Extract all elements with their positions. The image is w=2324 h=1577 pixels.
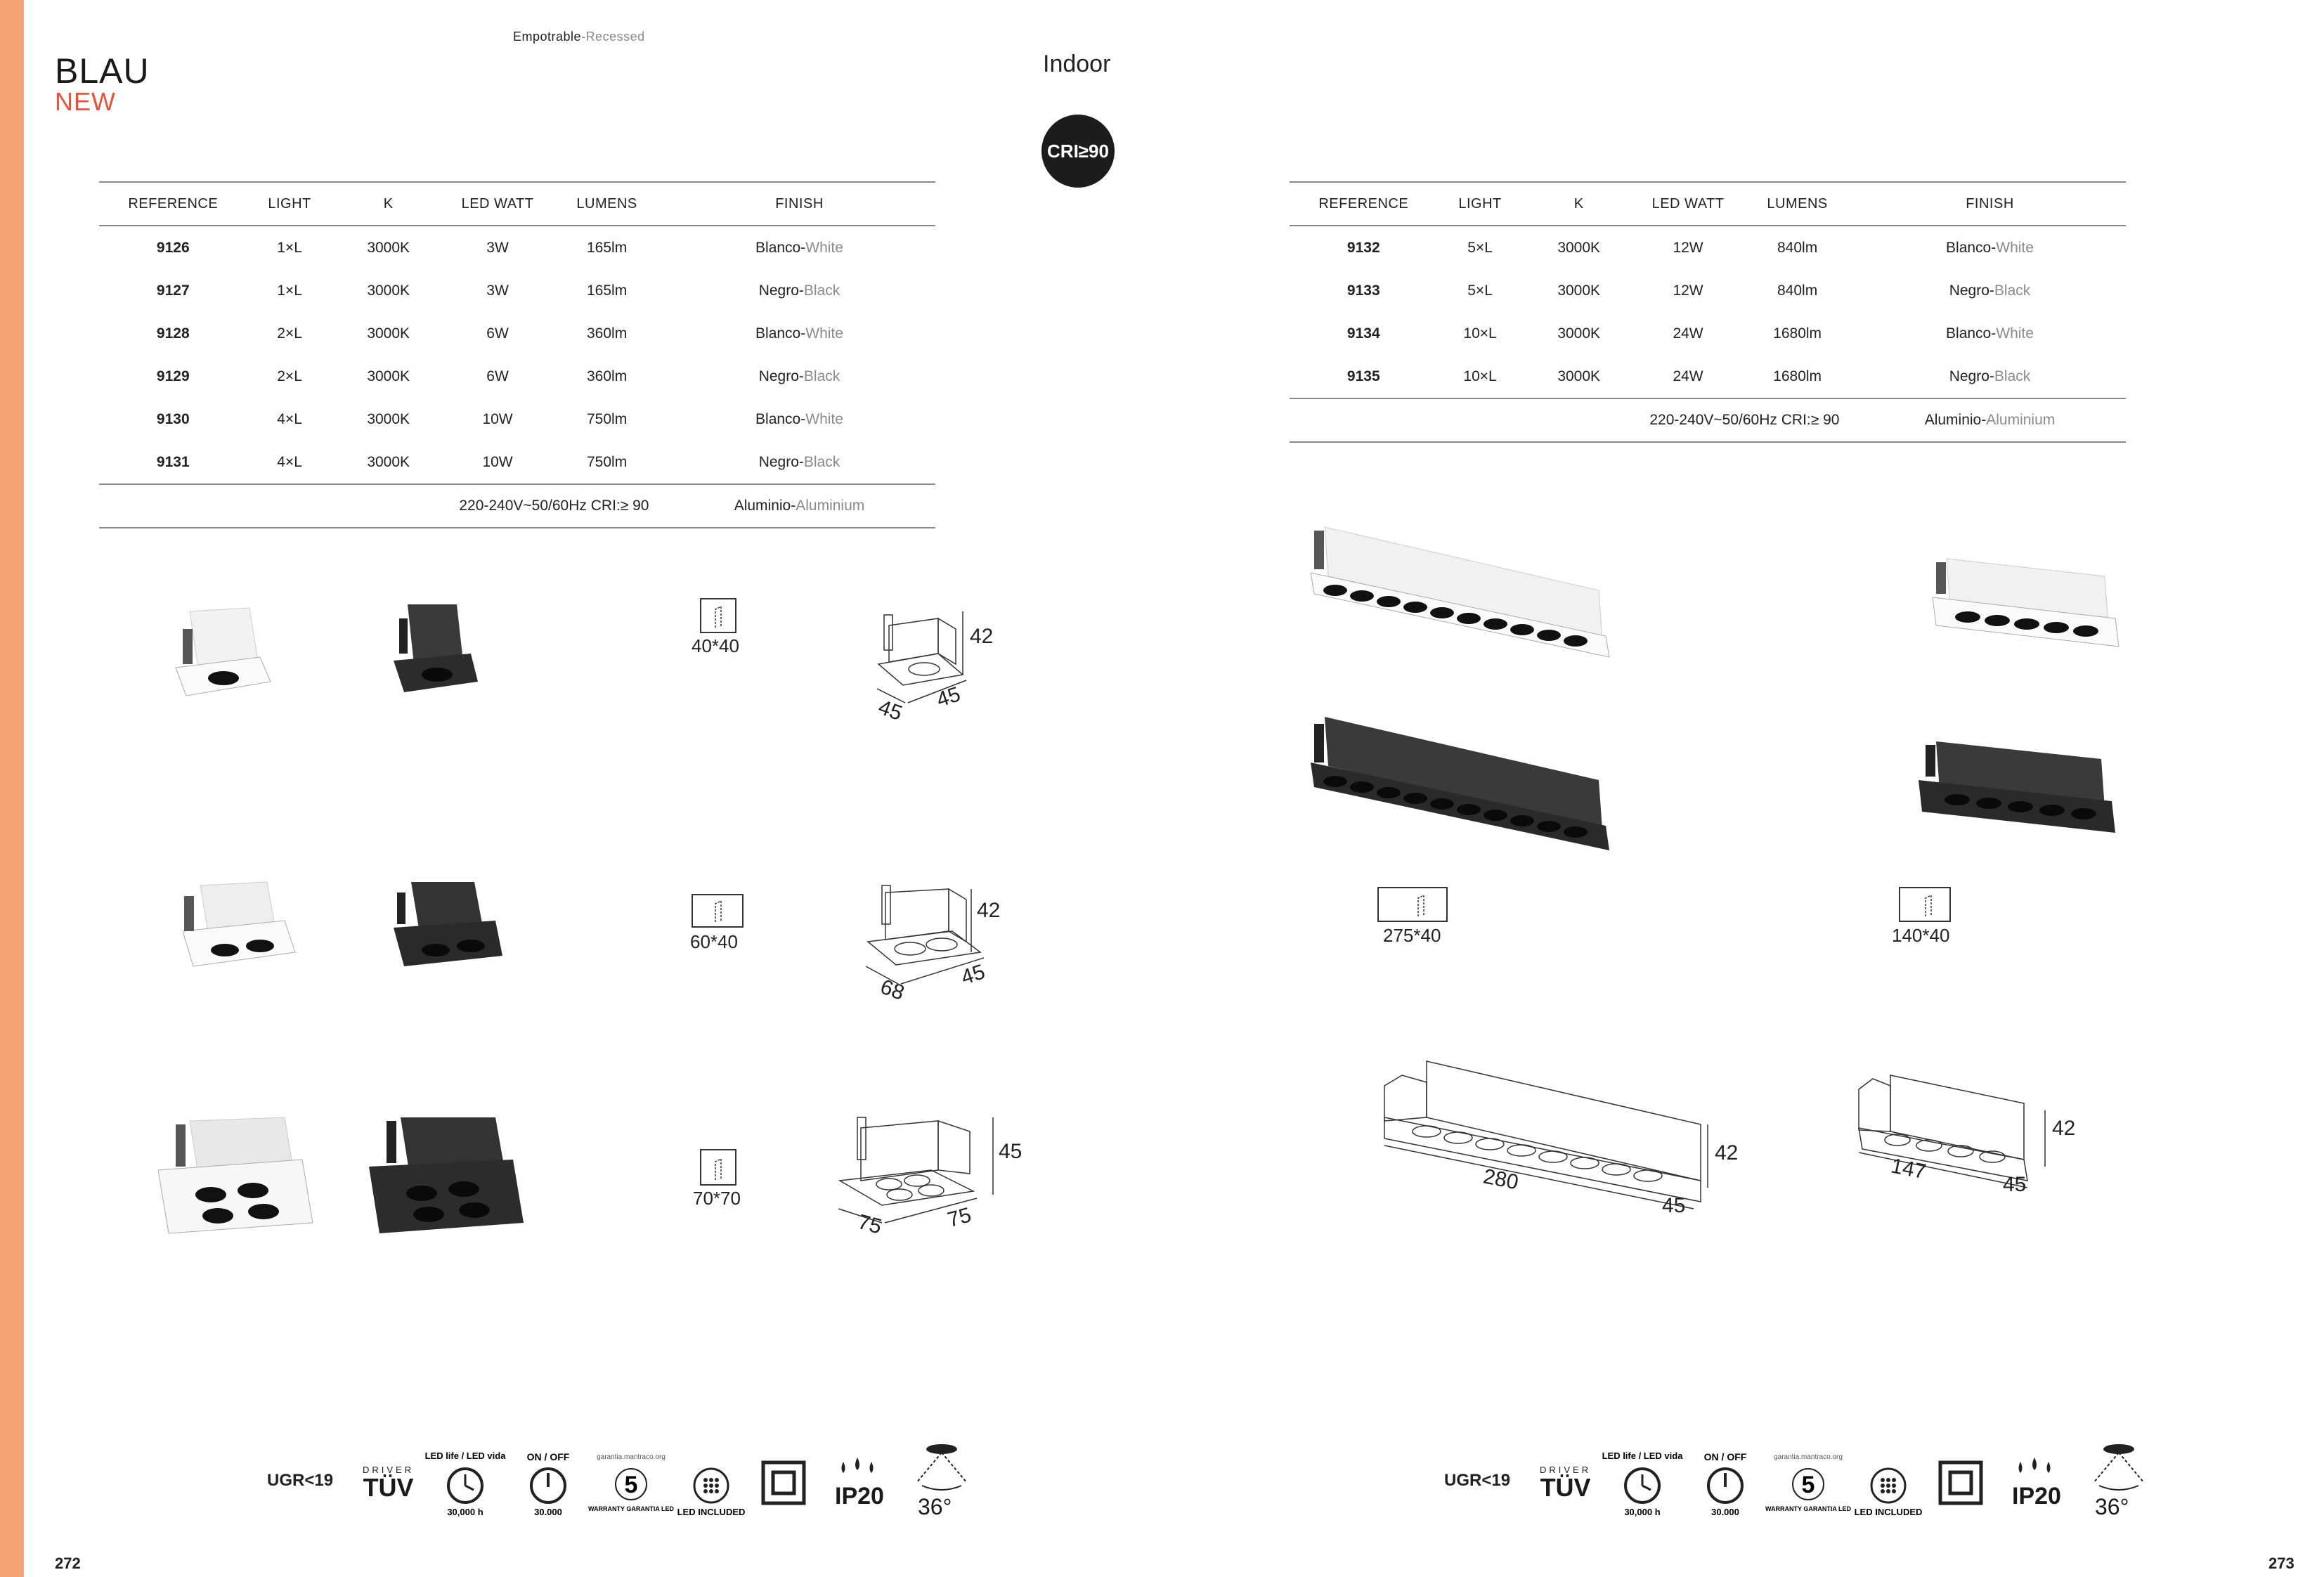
cell-k: 3000K	[367, 410, 410, 427]
col-finish: FINISH	[663, 182, 935, 226]
svg-text:WARRANTY GARANTIA LED: WARRANTY GARANTIA LED	[1765, 1505, 1851, 1512]
cutout-icon-140x40	[1899, 887, 1951, 922]
footer-spec: 220-240V~50/60Hz CRI:≥ 90	[1635, 398, 1854, 442]
page-number-right: 273	[2268, 1555, 2294, 1572]
dim-depth: 75	[944, 1203, 974, 1232]
product-image-9134-white	[1304, 517, 1634, 671]
cutout-label-4: 275*40	[1383, 925, 1441, 946]
cell-light: 4×L	[277, 453, 302, 470]
cell-ref: 9128	[156, 325, 190, 342]
cutout-icon-40x40	[700, 598, 736, 633]
table-row	[99, 269, 935, 312]
table-header-row	[1290, 182, 2126, 226]
dim-height: 42	[2052, 1117, 2076, 1140]
cell-finish: Negro-Black	[758, 282, 840, 299]
cell-k: 3000K	[367, 453, 410, 470]
dimension-drawing-1	[857, 597, 1012, 724]
cell-lumens: 840lm	[1777, 239, 1818, 256]
table-row	[1290, 226, 2126, 269]
cell-k: 3000K	[1557, 325, 1601, 342]
beam-angle-icon	[907, 1442, 977, 1498]
dim-width: 68	[877, 975, 908, 1005]
svg-text:30,000 h: 30,000 h	[1624, 1507, 1661, 1517]
product-image-9132-white	[1919, 548, 2129, 668]
table-row	[99, 441, 935, 484]
cell-finish: Negro-Black	[758, 368, 840, 384]
cell-light: 1×L	[277, 239, 302, 256]
svg-text:LED life / LED vida: LED life / LED vida	[1602, 1451, 1683, 1461]
cutout-icon-70x70	[700, 1149, 736, 1186]
col-led-watt: LED WATT	[1635, 182, 1741, 226]
svg-text:5: 5	[1801, 1472, 1815, 1498]
tuv-driver-icon: DRIVER TÜV	[1540, 1465, 1592, 1502]
beam-angle-icon	[2084, 1442, 2154, 1498]
brand-title: BLAU	[55, 51, 150, 91]
led-life-icon	[1602, 1449, 1683, 1519]
cell-light: 10×L	[1463, 325, 1497, 342]
cell-watt: 24W	[1673, 368, 1703, 384]
cutout-label-2: 60*40	[690, 931, 738, 952]
dim-height: 42	[977, 899, 1001, 922]
table-row	[99, 398, 935, 441]
col-light: LIGHT	[247, 182, 332, 226]
cell-watt: 3W	[486, 239, 509, 256]
cell-finish: Negro-Black	[1949, 368, 2031, 384]
svg-text:30.000: 30.000	[1711, 1507, 1739, 1517]
cell-light: 10×L	[1463, 368, 1497, 384]
category-label: Empotrable-Recessed	[513, 30, 645, 44]
svg-text:LED INCLUDED: LED INCLUDED	[677, 1507, 746, 1517]
cell-finish: Blanco-White	[755, 410, 843, 427]
svg-text:LED life / LED vida: LED life / LED vida	[424, 1451, 506, 1461]
cell-watt: 24W	[1673, 325, 1703, 342]
svg-text:WARRANTY GARANTIA LED: WARRANTY GARANTIA LED	[588, 1505, 674, 1512]
cell-finish: Blanco-White	[1946, 239, 2034, 256]
product-image-9126-white	[162, 597, 274, 717]
cell-finish: Negro-Black	[758, 453, 840, 470]
cell-k: 3000K	[367, 282, 410, 299]
ip-water-drops-icon	[836, 1455, 878, 1483]
col-reference: REFERENCE	[99, 182, 247, 226]
cell-lumens: 750lm	[587, 453, 628, 470]
cell-finish: Blanco-White	[755, 239, 843, 256]
cell-ref: 9129	[156, 368, 190, 384]
tuv-driver-icon: DRIVER TÜV	[363, 1465, 415, 1502]
cell-watt: 12W	[1673, 239, 1703, 256]
svg-text:garantia.mantraco.org: garantia.mantraco.org	[597, 1453, 666, 1461]
cell-k: 3000K	[367, 239, 410, 256]
table-row	[99, 312, 935, 355]
dim-height: 45	[999, 1140, 1023, 1163]
table-row	[1290, 312, 2126, 355]
product-image-9131-black	[358, 1103, 527, 1244]
svg-text:ON / OFF: ON / OFF	[526, 1451, 570, 1462]
col-led-watt: LED WATT	[445, 182, 550, 226]
cell-watt: 10W	[482, 453, 513, 470]
table-row	[99, 355, 935, 398]
cell-watt: 6W	[486, 368, 509, 384]
col-reference: REFERENCE	[1290, 182, 1438, 226]
on-off-icon	[1690, 1449, 1760, 1519]
footer-material: Aluminio-Aluminium	[1854, 398, 2126, 442]
cell-finish: Negro-Black	[1949, 282, 2031, 299]
cutout-label-3: 70*70	[693, 1188, 741, 1209]
new-label: NEW	[55, 87, 116, 116]
col-light: LIGHT	[1438, 182, 1523, 226]
cell-watt: 3W	[486, 282, 509, 299]
cell-lumens: 1680lm	[1773, 325, 1822, 342]
class-ii-icon	[1936, 1458, 1985, 1507]
cutout-icon-60x40	[692, 894, 744, 928]
dimension-drawing-2	[850, 875, 1026, 1005]
ip-water-drops-icon	[2013, 1455, 2056, 1483]
on-off-icon	[513, 1449, 583, 1519]
warranty-icon	[1765, 1449, 1851, 1519]
cell-lumens: 840lm	[1777, 282, 1818, 299]
dimension-drawing-3	[833, 1103, 1030, 1237]
class-ii-icon	[759, 1458, 808, 1507]
led-life-icon	[424, 1449, 506, 1519]
product-image-9133-black	[1908, 727, 2126, 854]
cell-watt: 12W	[1673, 282, 1703, 299]
dim-width: 280	[1481, 1164, 1521, 1195]
cell-lumens: 1680lm	[1773, 368, 1822, 384]
cutout-icon-275x40	[1377, 887, 1448, 922]
dim-depth: 45	[2003, 1173, 2027, 1196]
product-image-9130-white	[148, 1103, 316, 1244]
cell-k: 3000K	[1557, 368, 1601, 384]
cri-badge: CRI≥90	[1041, 115, 1115, 188]
table-row	[1290, 269, 2126, 312]
footer-material: Aluminio-Aluminium	[663, 484, 935, 528]
svg-text:5: 5	[624, 1472, 638, 1498]
dimension-drawing-5	[1848, 1061, 2087, 1209]
dim-width: 75	[855, 1210, 885, 1239]
ugr-label: UGR<19	[1444, 1471, 1511, 1490]
table-footer-row	[99, 484, 935, 528]
footer-spec: 220-240V~50/60Hz CRI:≥ 90	[445, 484, 663, 528]
warranty-icon	[588, 1449, 674, 1519]
beam-angle-label: 36°	[2095, 1494, 2129, 1519]
product-image-9128-white	[162, 871, 302, 984]
cell-ref: 9127	[156, 282, 190, 299]
col-lumens: LUMENS	[1741, 182, 1854, 226]
cell-k: 3000K	[1557, 282, 1601, 299]
col-k: K	[332, 182, 445, 226]
cell-lumens: 750lm	[587, 410, 628, 427]
cell-lumens: 165lm	[587, 282, 628, 299]
dim-width: 45	[875, 695, 906, 726]
cell-light: 5×L	[1467, 239, 1493, 256]
cell-finish: Blanco-White	[755, 325, 843, 342]
product-image-9135-black	[1304, 710, 1634, 871]
table-footer-row	[1290, 398, 2126, 442]
section-label: Indoor	[1043, 51, 1111, 77]
cell-finish: Blanco-White	[1946, 325, 2034, 342]
left-spec-table	[99, 181, 935, 528]
ip-rating: IP20	[2012, 1483, 2061, 1510]
dimension-drawing-4	[1370, 1054, 1764, 1237]
cell-k: 3000K	[1557, 239, 1601, 256]
cell-ref: 9134	[1346, 325, 1380, 342]
cell-light: 4×L	[277, 410, 302, 427]
cell-light: 5×L	[1467, 282, 1493, 299]
dim-height: 42	[970, 625, 994, 648]
col-lumens: LUMENS	[550, 182, 663, 226]
ip-rating: IP20	[835, 1483, 884, 1510]
dim-width: 147	[1888, 1154, 1928, 1184]
cutout-label-1: 40*40	[692, 635, 739, 656]
table-row	[99, 226, 935, 269]
cell-ref: 9131	[156, 453, 190, 470]
cell-ref: 9135	[1346, 368, 1380, 384]
cell-light: 2×L	[277, 325, 302, 342]
dim-depth: 45	[1662, 1194, 1686, 1217]
cutout-label-5: 140*40	[1892, 925, 1950, 946]
product-image-9129-black	[379, 871, 506, 984]
cell-lumens: 360lm	[587, 325, 628, 342]
cell-ref: 9130	[156, 410, 190, 427]
led-included-icon	[1853, 1449, 1923, 1519]
svg-text:LED INCLUDED: LED INCLUDED	[1854, 1507, 1923, 1517]
cell-ref: 9132	[1346, 239, 1380, 256]
dim-depth: 45	[933, 682, 963, 712]
svg-text:garantia.mantraco.org: garantia.mantraco.org	[1774, 1453, 1843, 1461]
cell-light: 1×L	[277, 282, 302, 299]
table-header-row	[99, 182, 935, 226]
led-included-icon	[676, 1449, 746, 1519]
ugr-label: UGR<19	[267, 1471, 334, 1490]
svg-text:30,000 h: 30,000 h	[447, 1507, 483, 1517]
svg-text:30.000: 30.000	[534, 1507, 562, 1517]
side-color-band	[0, 0, 24, 1577]
cell-ref: 9126	[156, 239, 190, 256]
product-image-9127-black	[379, 597, 485, 710]
cell-ref: 9133	[1346, 282, 1380, 299]
col-k: K	[1523, 182, 1635, 226]
right-spec-table	[1290, 181, 2126, 443]
cell-watt: 6W	[486, 325, 509, 342]
cell-lumens: 165lm	[587, 239, 628, 256]
cell-light: 2×L	[277, 368, 302, 384]
cell-k: 3000K	[367, 325, 410, 342]
cell-watt: 10W	[482, 410, 513, 427]
dim-height: 42	[1715, 1141, 1739, 1164]
dim-depth: 45	[958, 960, 988, 989]
table-row	[1290, 355, 2126, 398]
beam-angle-label: 36°	[918, 1494, 952, 1519]
col-finish: FINISH	[1854, 182, 2126, 226]
cell-k: 3000K	[367, 368, 410, 384]
cell-lumens: 360lm	[587, 368, 628, 384]
svg-text:ON / OFF: ON / OFF	[1703, 1451, 1747, 1462]
page-number-left: 272	[55, 1555, 81, 1572]
